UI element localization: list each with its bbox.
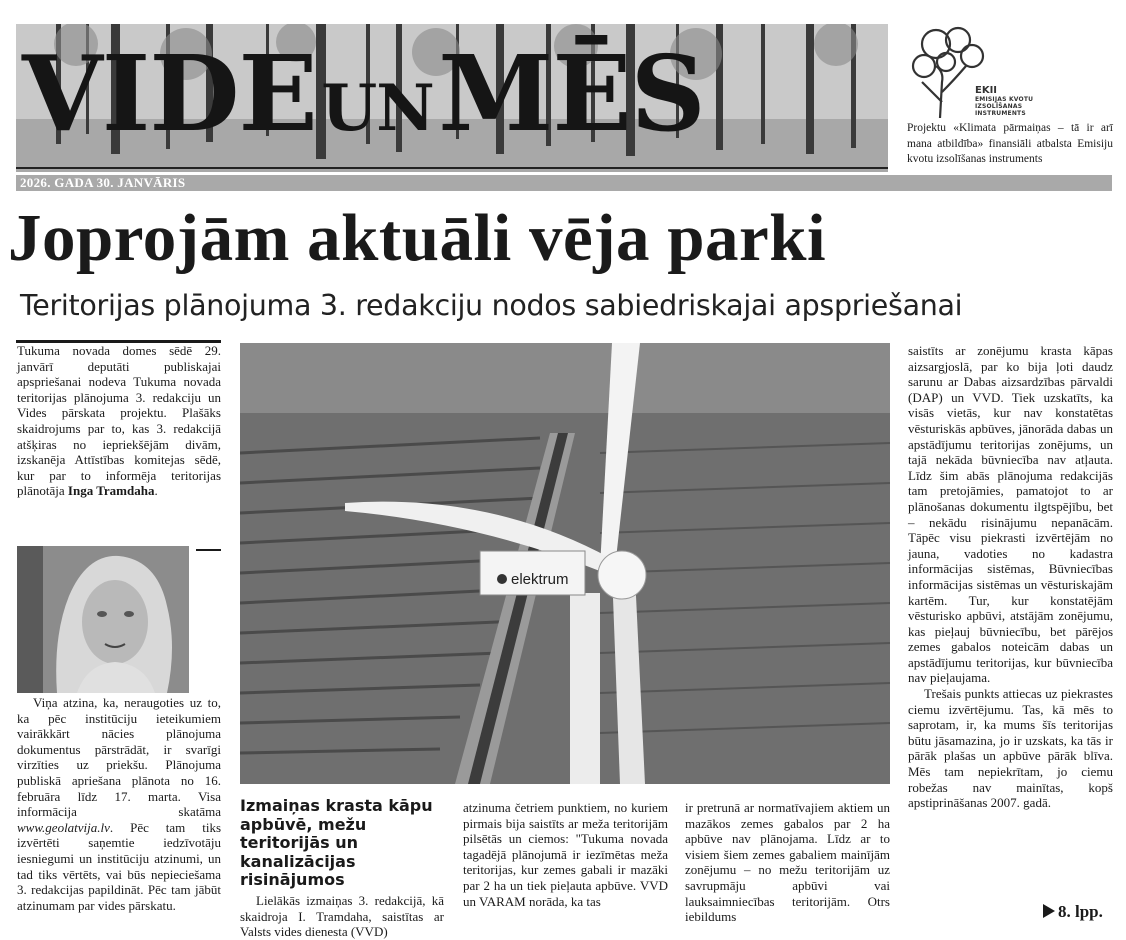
- logo-subtitle-2: IZSOLĪŠANAS: [975, 103, 1023, 110]
- intro-name: Inga Tramdaha: [67, 483, 155, 499]
- logo-subtitle-1: EMISIJAS KVOTU: [975, 96, 1034, 103]
- issue-date: 2026. GADA 30. JANVĀRIS: [20, 175, 186, 190]
- headline: Joprojām aktuāli vēja parki: [8, 201, 827, 275]
- logo-subtitle-3: INSTRUMENTS: [975, 110, 1026, 117]
- col5-paragraph-1: saistīts ar zonējumu krasta kāpas aizsargjoslā, par ko bija ļoti daudz sarunu ar Dabas aizsardzības pārvaldi (DAP) un VVD. Tiek uzskatīts, ka visās vietās, kur nav konstatētas vēsturiskās apbūves, jānorāda dabas un apstādījumu teritorijas zonējums, un tajā nekāda būvniecība nav atļauta. Līdz šim abās plānojuma redakcijās tam pretojāmies, pamatojot to ar plānošanas dokumentu ilgtspējību, bet – nekādu risinājumu nepanācām. Tāpēc visu piekrasti izvērtējām no jauna, vadoties no kadastra informācijas sistēmas, Būvniecības informācijas sistēmas un vēsturiskajām kartēm. Tur, kur konstatējām vēsturisko apbūvi, atstājām zonējumu, kas pieļauj būvniecību, bet pārējos zemes gabalos noteicām dabas un apstādījumu teritorijas, kur būvniecība nav pieļaujama.: [908, 343, 1113, 686]
- col5-paragraph-2: Trešais punkts attiecas uz piekrastes ciemu izvērtējumu. Tas, kā mēs to saprotam, ir, ka mums šīs teritorijas būtu jāsamazina, jo ir uzskats, ka tās ir pārāk plašas un apbūve pārāk blīva. Mēs tam nepiekrītam, jo ciemu robežas nav mainītas, kopš apstiprināšanas 2007. gadā.: [908, 686, 1113, 811]
- date-bar: [16, 175, 1112, 191]
- col1b-text: Viņa atzina, ka, neraugoties uz to, ka pēc institūciju ieteikumiem vairākkārt nācies plānojuma dokumentus pārstrādāt, ir svarīgi virzīties uz priekšu. Plānojuma publiskā apriešana plānota no 16. februāra līdz 17. marta. Visa informācija skatāma: [17, 695, 221, 820]
- article-column-3: atzinuma četriem punktiem, no kuriem pirmais bija saistīts ar meža teritorijām pilsētās un ciemos: "Tukuma novada tagadējā plānojumā ir iezīmētas meža teritorijas, kur zemes gabali ir mazāki par 2 ha un tiek pieļauta apbūve. VVD un VARAM norāda, ka tas: [463, 800, 668, 909]
- intro-text: Tukuma novada domes sēdē 29. janvārī deputāti publiskajai apspriešanai nodeva Tukuma novada teritorijas plānojuma 3. redakciju un Vides pārskata projektu. Plašāks skaidrojums par to, kas 3. redakcijā atšķiras no iepriekšējām divām, izskanēja Attīstības komitejas sēdē, kur par to informēja teritorijas plānotāja: [17, 343, 221, 499]
- project-funding-note: Projektu «Klimata pārmaiņas – tā ir arī mana atbildība» finansiāli atbalsta Emisiju kvotu izsolīšanas instruments: [907, 122, 1113, 165]
- article-column-1: [17, 695, 221, 913]
- logo-name: EKII: [975, 85, 998, 96]
- article-column-5: [908, 343, 1113, 811]
- masthead-title-un: UN: [321, 71, 434, 146]
- ekii-logo-text: [975, 86, 1033, 117]
- article-column-4: ir pretrunā ar normatīvajiem aktiem un mazākos zemes gabalos par 2 ha apbūve nav plānojama. Līdz ar to visiem šiem zemes gabaliem mainījām zonējumu – no mežu teritorijām uz savrupmāju apbūvi vai lauksaimniecības teritorijām. Otrs iebildums: [685, 800, 890, 925]
- subheadline: Teritorijas plānojuma 3. redakciju nodos sabiedriskajai apspriešanai: [20, 289, 963, 322]
- masthead-title-mes: MĒS: [438, 32, 705, 155]
- wind-turbine-photo: [240, 343, 890, 784]
- masthead-underline: [16, 167, 888, 169]
- continued-page-label: 8. lpp.: [1058, 902, 1103, 921]
- column-divider: [196, 549, 221, 551]
- masthead-title: [22, 32, 882, 155]
- article-intro: Tukuma novada domes sēdē 29. janvārī deputāti publiskajai apspriešanai nodeva Tukuma novada teritorijas plānojuma 3. redakciju un Vides pārskata projektu. Plašāks skaidrojums par to, kas 3. redakcijā atšķiras no iepriekšējām divām, izskanēja Attīstības komitejas sēdē, kur par to informēja teritorijas plānotāja Inga Tramdaha.: [17, 343, 221, 499]
- turbine-brand-label: elektrum: [511, 571, 569, 588]
- masthead-title-vide: VIDE: [22, 32, 317, 155]
- section-heading: Izmaiņas krasta kāpu apbūvē, mežu teritorijās un kanalizācijas risinājumos: [240, 796, 433, 889]
- portrait-photo: [17, 546, 189, 693]
- article-column-2: Lielākās izmaiņas 3. redakcijā, kā skaidroja I. Tramdaha, saistītas ar Valsts vides dienesta (VVD): [240, 893, 444, 940]
- masthead: [16, 24, 888, 172]
- arrow-right-icon: [1043, 904, 1055, 918]
- continued-page-reference[interactable]: [1043, 902, 1103, 922]
- geolatvija-link[interactable]: www.geolatvija.lv: [17, 819, 110, 835]
- col1b-end: . Pēc tam tiks izvērtēti saņemtie iedzīvotāju iesniegumi un institūciju atzinumi, un tad tiks vērtēts, vai būs nepieciešama 3. redakcijas papildināt. Pēc tam jābūt atzinumam par vides pārskatu.: [17, 819, 221, 913]
